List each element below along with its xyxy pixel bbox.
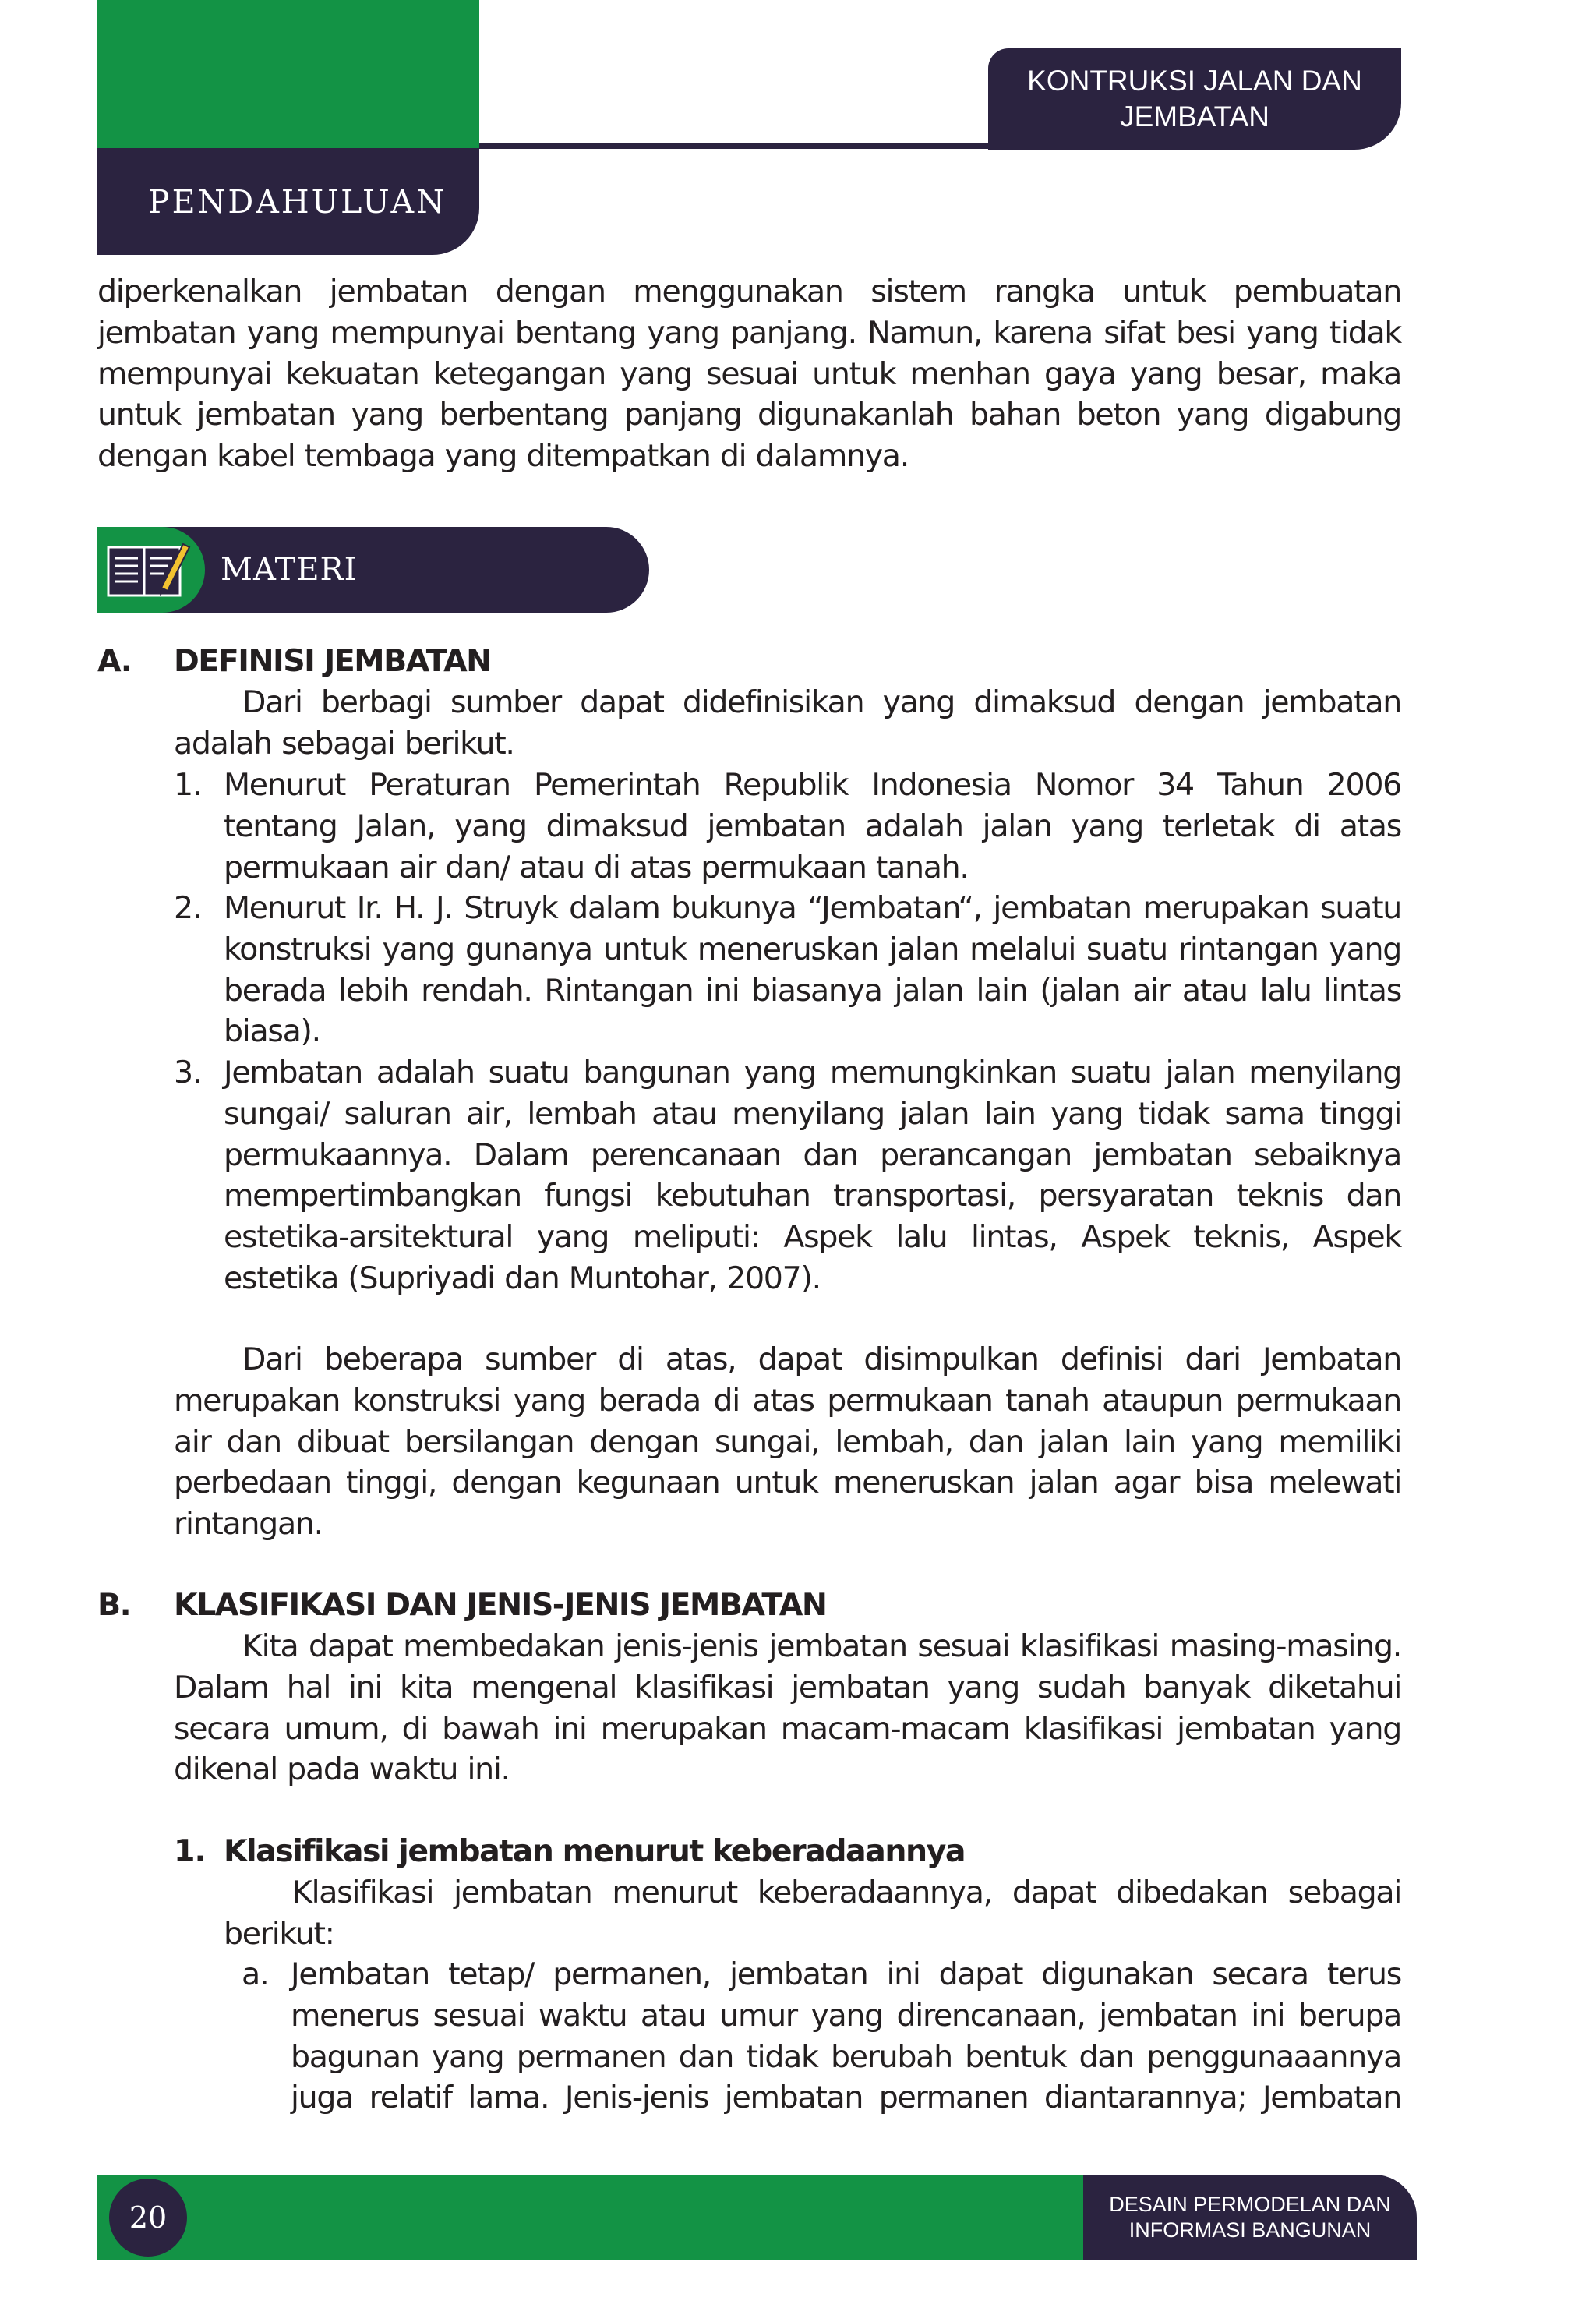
book-title-line1: KONTRUKSI JALAN DAN <box>1027 65 1362 97</box>
subsection-title: Klasifikasi jembatan menurut keberadaannya <box>224 1833 965 1869</box>
footer-book-line1: DESAIN PERMODELAN DAN <box>1109 2193 1391 2216</box>
chapter-title: PENDAHULUAN <box>148 182 447 221</box>
header-green-block <box>97 0 479 148</box>
intro-paragraph: diperkenalkan jembatan dengan menggunakan sistem rangka untuk pembuatan jembatan yang mempunyai bentang yang panjang. Namun, karena sifat besi yang tidak mempunyai kekuatan ketegangan yang sesuai untuk menhan gaya yang besar, maka untuk jembatan yang berbentang panjang digunakanlah bahan beton yang digabung dengan kabel tembaga yang ditempatkan di dalamnya. <box>97 274 1401 475</box>
section-a-intro: Dari berbagi sumber dapat didefinisikan yang dimaksud dengan jembatan adalah sebagai berikut. <box>174 684 1401 762</box>
section-b-marker: B. <box>97 1587 131 1623</box>
subsection-intro: Klasifikasi jembatan menurut keberadaannya, dapat dibedakan sebagai berikut: <box>224 1875 1401 1952</box>
banner-label: MATERI <box>221 552 358 588</box>
section-a-marker: A. <box>97 643 132 679</box>
section-b-intro: Kita dapat membedakan jenis-jenis jembatan sesuai klasifikasi masing-masing. Dalam hal ini kita mengenal klasifikasi jembatan yang sudah banyak diketahui secara umum, di bawah ini merupakan macam-macam klasifikasi jembatan yang dikenal pada waktu ini. <box>174 1628 1401 1788</box>
list-number: 1. <box>174 767 202 803</box>
banner-icon-block <box>97 527 205 613</box>
header-divider <box>479 143 1001 149</box>
chapter-tab <box>97 148 479 255</box>
definition-item-2: Menurut Ir. H. J. Struyk dalam bukunya “Jembatan“, jembatan merupakan suatu konstruksi yang gunanya untuk meneruskan jalan melalui suatu rintangan yang berada lebih rendah. Rintangan ini biasanya jalan lain (jalan air atau lalu lintas biasa). <box>224 890 1401 1050</box>
section-a-title: DEFINISI JEMBATAN <box>174 643 491 679</box>
book-pencil-icon <box>105 541 191 600</box>
definition-item-3: Jembatan adalah suatu bangunan yang memungkinkan suatu jalan menyilang sungai/ saluran air, lembah atau menyilang jalan lain yang tidak sama tinggi permukaannya. Dalam perencanaan dan perancangan jembatan sebaiknya mempertimbangkan fungsi kebutuhan transportasi, persyaratan teknis dan estetika-arsitektural yang meliputi: Aspek lalu lintas, Aspek teknis, Aspek estetika (Supriyadi dan Muntohar, 2007). <box>224 1055 1401 1296</box>
page-number: 20 <box>109 2179 187 2257</box>
list-number: 2. <box>174 890 202 926</box>
footer-bar <box>97 2175 1083 2260</box>
definition-item-1: Menurut Peraturan Pemerintah Republik Indonesia Nomor 34 Tahun 2006 tentang Jalan, yang dimaksud jembatan adalah jalan yang terletak di atas permukaan air dan/ atau di atas permukaan tanah. <box>224 767 1401 885</box>
section-a-conclusion: Dari beberapa sumber di atas, dapat disimpulkan definisi dari Jembatan merupakan konstruksi yang berada di atas permukaan tanah ataupun permukaan air dan dibuat bersilangan dengan sungai, lembah, dan jalan lain yang memiliki perbedaan tinggi, dengan kegunaan untuk meneruskan jalan agar bisa melewati rintangan. <box>174 1341 1401 1543</box>
book-title-line2: JEMBATAN <box>1120 101 1269 133</box>
subsection-item-a: Jembatan tetap/ permanen, jembatan ini dapat digunakan secara terus menerus sesuai waktu atau umur yang direncanaan, jembatan ini berupa bagunan yang permanen dan tidak berubah bentuk dan penggunaaannya juga relatif lama. Jenis-jenis jembatan permanen diantarannya; Jembatan <box>291 1956 1401 2116</box>
section-b-title: KLASIFIKASI DAN JENIS-JENIS JEMBATAN <box>174 1587 827 1623</box>
footer-book-line2: INFORMASI BANGUNAN <box>1128 2218 1372 2242</box>
list-letter: a. <box>242 1956 269 1992</box>
footer-book-tab <box>1083 2175 1417 2260</box>
section-banner <box>97 527 649 613</box>
subsection-number: 1. <box>174 1833 206 1869</box>
book-title-tab <box>988 48 1401 150</box>
list-number: 3. <box>174 1055 202 1090</box>
